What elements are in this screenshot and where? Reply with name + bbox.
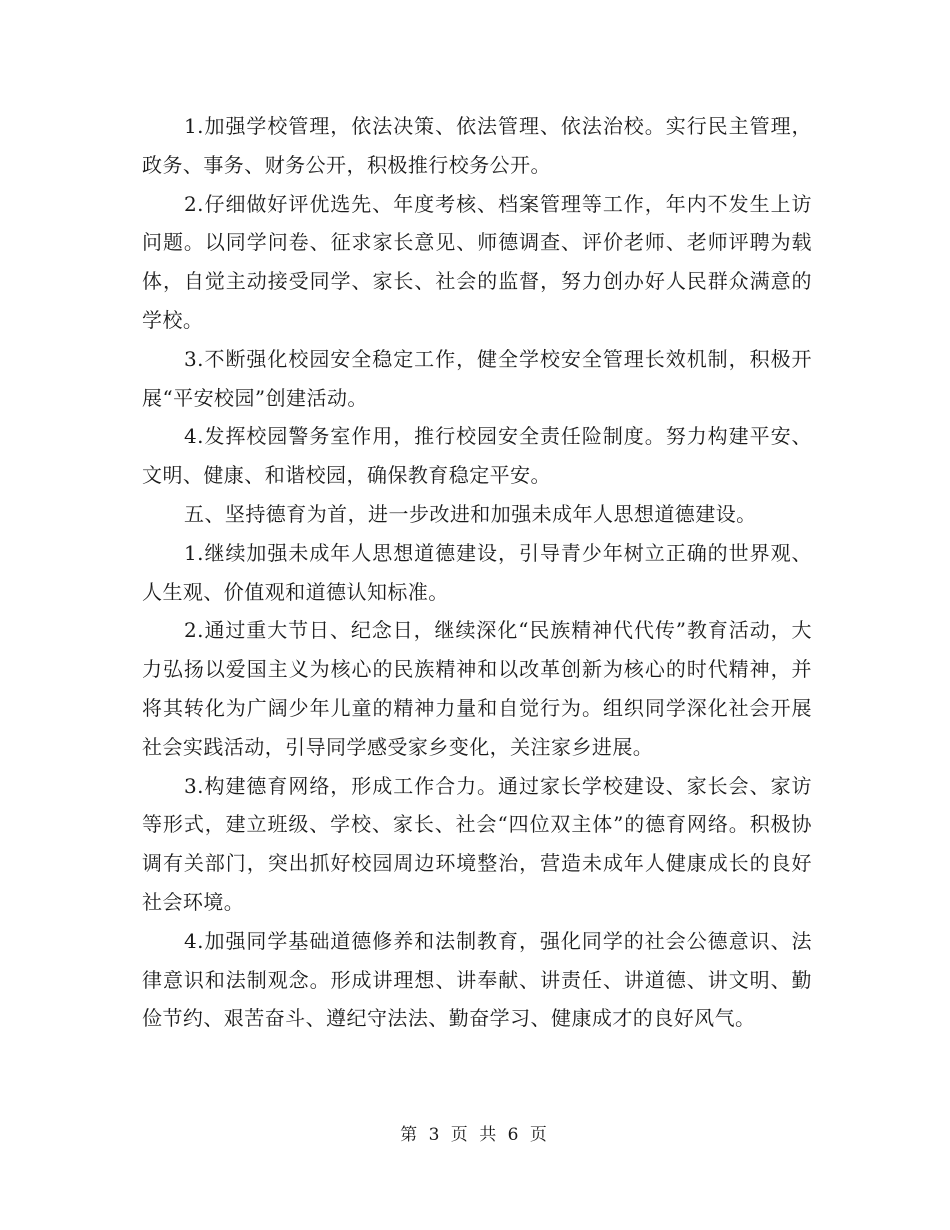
paragraph-2: 2.仔细做好评优选先、年度考核、档案管理等工作，年内不发生上访问题。以同学问卷、征求家长意见、师德调查、评价老师、老师评聘为载体，自觉主动接受同学、家长、社会的监督，努力创办好人民群众满意的学校。 bbox=[142, 191, 812, 332]
paragraph-3: 3.不断强化校园安全稳定工作，健全学校安全管理长效机制，积极开展“平安校园”创建活动。 bbox=[142, 346, 812, 410]
document-body bbox=[142, 107, 812, 1038]
paragraph-8: 3.构建德育网络，形成工作合力。通过家长学校建设、家长会、家访等形式，建立班级、学校、家长、社会“四位双主体”的德育网络。积极协调有关部门，突出抓好校园周边环境整治，营造未成年人健康成长的良好社会环境。 bbox=[142, 773, 812, 914]
paragraph-1: 1.加强学校管理，依法决策、依法管理、依法治校。实行民主管理，政务、事务、财务公开，积极推行校务公开。 bbox=[142, 114, 812, 177]
paragraph-9: 4.加强同学基础道德修养和法制教育，强化同学的社会公德意识、法律意识和法制观念。形成讲理想、讲奉献、讲责任、讲道德、讲文明、勤俭节约、艰苦奋斗、遵纪守法法、勤奋学习、健康成才的良好风气。 bbox=[142, 928, 812, 1031]
paragraph-4: 4.发挥校园警务室作用，推行校园安全责任险制度。努力构建平安、文明、健康、和谐校园，确保教育稳定平安。 bbox=[142, 424, 812, 488]
paragraph-6: 1.继续加强未成年人思想道德建设，引导青少年树立正确的世界观、人生观、价值观和道德认知标准。 bbox=[142, 540, 812, 604]
page-number-footer: 第 3 页 共 6 页 bbox=[400, 1125, 550, 1145]
paragraph-7: 2.通过重大节日、纪念日，继续深化“民族精神代代传”教育活动，大力弘扬以爱国主义为核心的民族精神和以改革创新为核心的时代精神，并将其转化为广阔少年儿童的精神力量和自觉行为。组织同学深化社会开展社会实践活动，引导同学感受家乡变化，关注家乡进展。 bbox=[142, 618, 812, 759]
section-heading-5: 五、坚持德育为首，进一步改进和加强未成年人思想道德建设。 bbox=[184, 501, 757, 526]
